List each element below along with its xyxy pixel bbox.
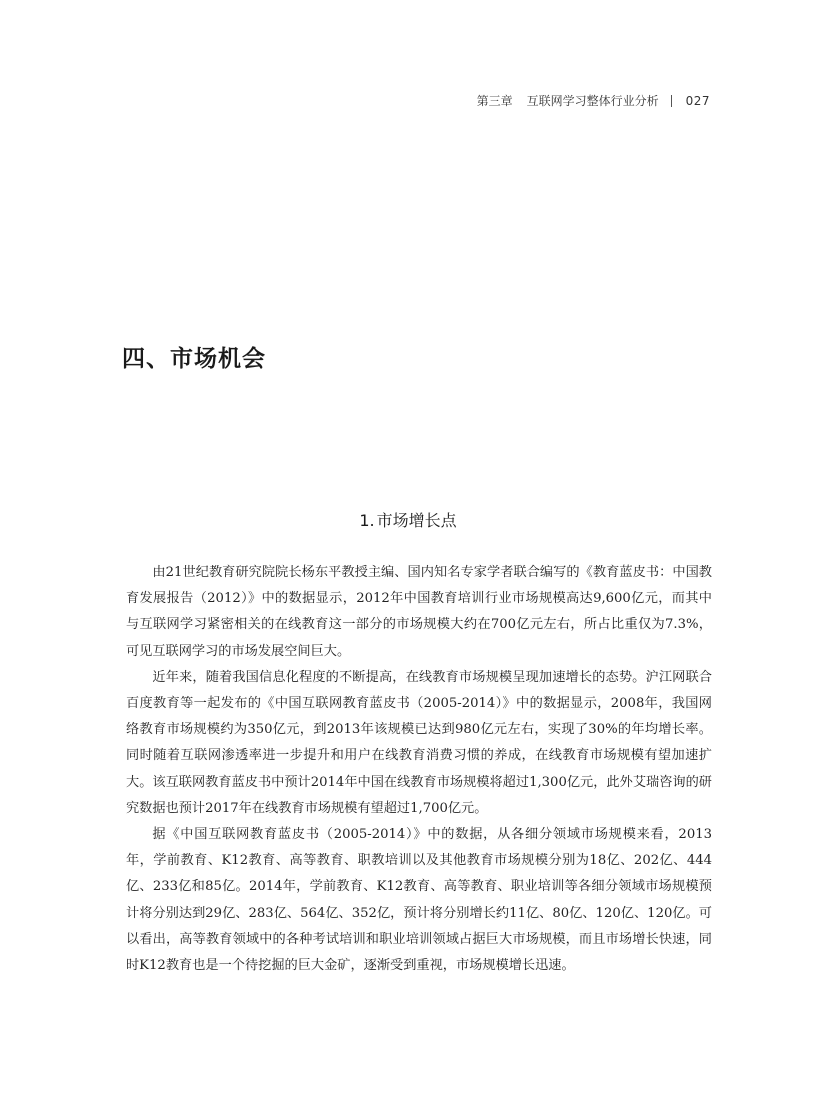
paragraph: 据《中国互联网教育蓝皮书（2005-2014）》中的数据，从各细分领域市场规模来看，2013年，学前教育、K12教育、高等教育、职教培训以及其他教育市场规模分别为18亿、202亿、444亿、233亿和85亿。2014年，学前教育、K12教育、高等教育、职业培训等各细分领域市场规模预计将分别达到29亿、283亿、564亿、352亿，预计将分别增长约11亿、80亿、120亿、120亿。可以看出，高等教育领域中的各种考试培训和职业培训领域占据巨大市场规模，而且市场增长快速，同时K12教育也是一个待挖掘的巨大金矿，逐渐受到重视，市场规模增长迅速。 <box>126 827 712 974</box>
section-title: 四、市场机会 <box>122 346 266 372</box>
paragraph: 由21世纪教育研究院院长杨东平教授主编、国内知名专家学者联合编写的《教育蓝皮书：中国教育发展报告（2012）》中的数据显示，2012年中国教育培训行业市场规模高达9,600亿元，而其中与互联网学习紧密相关的在线教育这一部分的市场规模大约在700亿元左右，所占比重仅为7.3%，可见互联网学习的市场发展空间巨大。 <box>126 565 712 659</box>
header-divider <box>671 95 672 107</box>
subsection-title-text: 市场增长点 <box>376 511 457 530</box>
page-number: 027 <box>685 93 710 108</box>
subsection-title <box>0 508 816 531</box>
chapter-label: 第三章 <box>476 94 513 108</box>
paragraph: 近年来，随着我国信息化程度的不断提高，在线教育市场规模呈现加速增长的态势。沪江网联合百度教育等一起发布的《中国互联网教育蓝皮书（2005-2014）》中的数据显示，2008年，我国网络教育市场规模约为350亿元，到2013年该规模已达到980亿元左右，实现了30%的年均增长率。同时随着互联网渗透率进一步提升和用户在线教育消费习惯的养成，在线教育市场规模有望加速扩大。该互联网教育蓝皮书中预计2014年中国在线教育市场规模将超过1,300亿元，此外艾瑞咨询的研究数据也预计2017年在线教育市场规模有望超过1,700亿元。 <box>126 669 712 816</box>
running-header <box>477 92 710 109</box>
subsection-number: 1. <box>359 511 375 530</box>
chapter-title: 互联网学习整体行业分析 <box>526 94 659 108</box>
body-text <box>126 560 712 979</box>
